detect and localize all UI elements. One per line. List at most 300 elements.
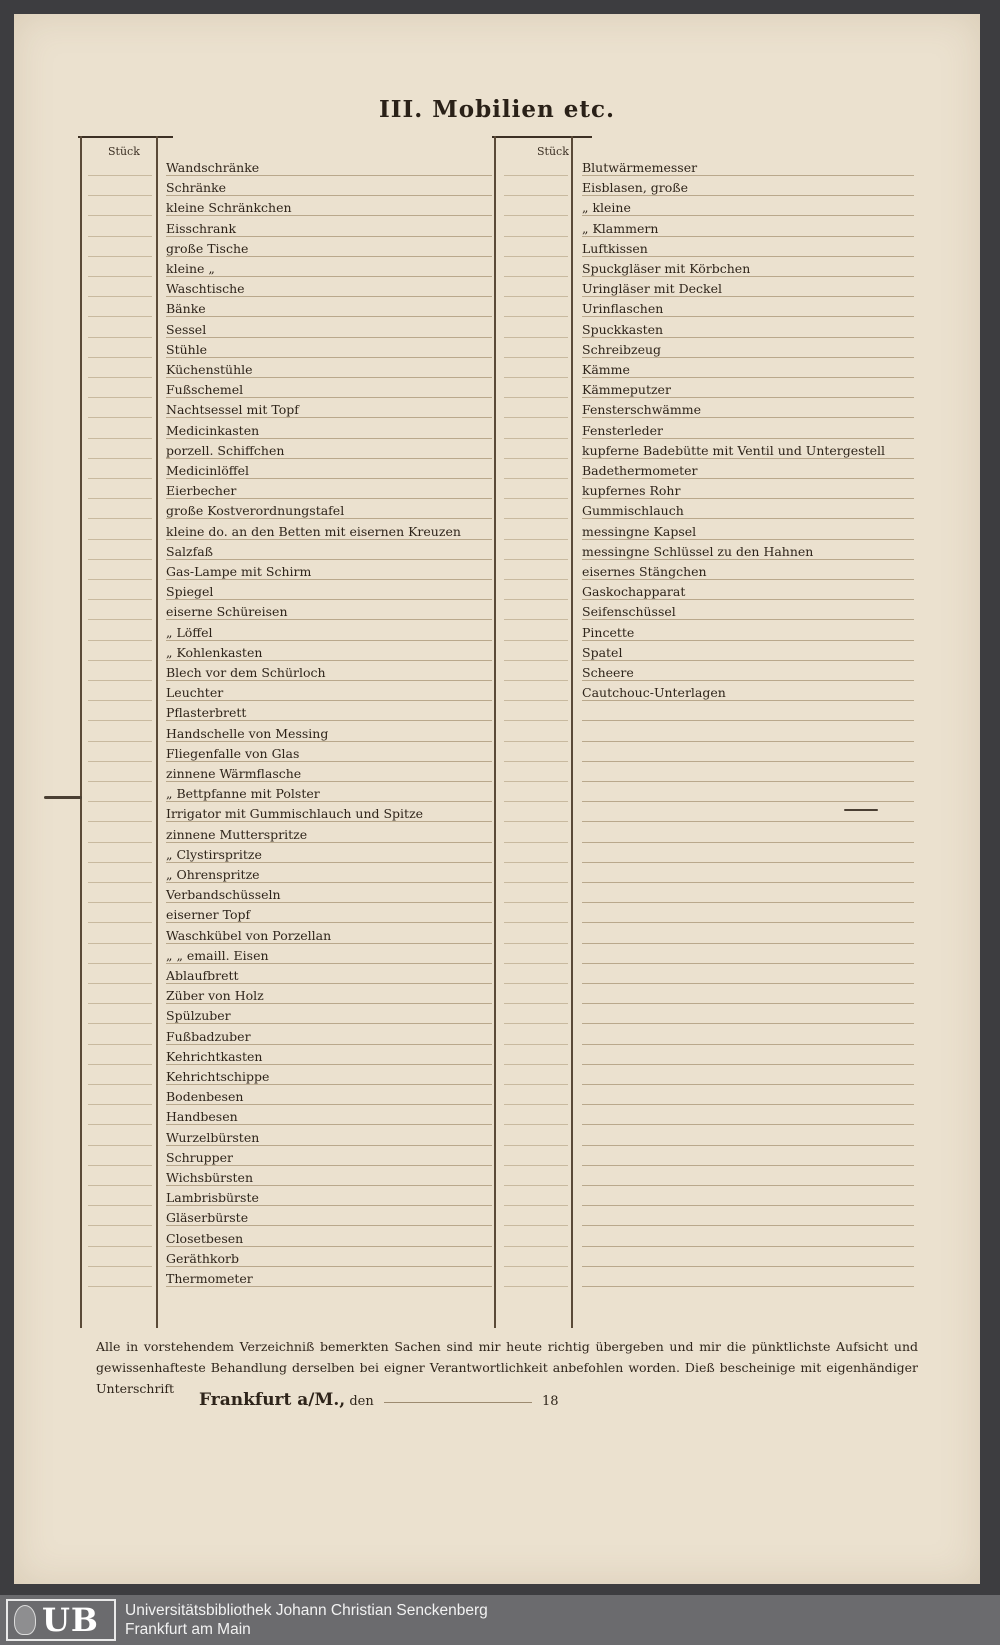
list-item <box>78 965 498 985</box>
quantity-blank <box>88 579 152 580</box>
empty-ruled-row <box>492 1147 920 1167</box>
dotted-leader <box>166 316 492 317</box>
list-item <box>78 581 498 601</box>
item-label: Wandschränke <box>166 160 260 175</box>
dotted-leader <box>166 741 492 742</box>
list-item <box>78 925 498 945</box>
item-label: Urinflaschen <box>582 301 664 317</box>
quantity-blank <box>88 761 152 762</box>
list-item <box>78 622 498 642</box>
list-item <box>78 1026 498 1046</box>
empty-ruled-row <box>492 1228 920 1248</box>
empty-ruled-row <box>492 965 920 985</box>
item-label: Scheere <box>582 665 634 680</box>
list-item <box>78 723 498 743</box>
item-label: Closetbesen <box>166 1230 244 1246</box>
quantity-blank <box>88 458 152 459</box>
list-item <box>78 319 498 339</box>
quantity-blank <box>504 236 568 237</box>
list-item <box>78 1228 498 1248</box>
item-label: „ Kohlenkasten <box>166 644 263 660</box>
dotted-leader <box>582 276 914 277</box>
dotted-leader <box>166 478 492 479</box>
empty-ruled-row <box>492 985 920 1005</box>
quantity-blank <box>88 1165 152 1166</box>
item-label: Gummischlauch <box>582 503 684 519</box>
dotted-leader <box>166 296 492 297</box>
empty-ruled-row <box>492 723 920 743</box>
dotted-leader <box>166 397 492 398</box>
quantity-blank <box>504 599 568 600</box>
dotted-leader <box>166 660 492 661</box>
item-label: Irrigator mit Gummischlauch und Spitze <box>166 806 424 822</box>
dotted-leader <box>166 357 492 358</box>
quantity-blank <box>88 316 152 317</box>
dotted-leader <box>582 619 914 620</box>
dotted-leader <box>582 518 914 519</box>
item-label: Gas-Lampe mit Schirm <box>166 564 312 579</box>
item-label: „ Clystirspritze <box>166 846 262 862</box>
quantity-blank <box>88 296 152 297</box>
list-item <box>78 480 498 500</box>
ruled-line <box>582 1225 914 1226</box>
fold-mark-left <box>44 796 82 799</box>
quantity-blank <box>504 377 568 378</box>
list-item <box>78 399 498 419</box>
list-item <box>78 1046 498 1066</box>
item-label: Lambrisbürste <box>166 1190 259 1206</box>
dotted-leader <box>582 539 914 540</box>
dotted-leader <box>166 377 492 378</box>
item-label: Fensterleder <box>582 422 664 438</box>
quantity-blank <box>88 438 152 439</box>
ruled-line <box>582 1124 914 1125</box>
quantity-blank <box>88 256 152 257</box>
document-page <box>14 14 980 1584</box>
quantity-blank <box>504 1185 568 1186</box>
item-label: große Kostverordnungstafel <box>166 503 345 519</box>
item-label: Geräthkorb <box>166 1250 239 1266</box>
list-item <box>78 864 498 884</box>
dotted-leader <box>166 438 492 439</box>
dotted-leader <box>166 417 492 418</box>
quantity-blank <box>88 1145 152 1146</box>
empty-ruled-row <box>492 844 920 864</box>
ruled-line <box>582 882 914 883</box>
list-item <box>78 541 498 561</box>
item-label: Nachtsessel mit Topf <box>166 402 299 418</box>
dotted-leader <box>166 195 492 196</box>
dotted-leader <box>582 195 914 196</box>
quantity-blank <box>88 1205 152 1206</box>
quantity-blank <box>504 1165 568 1166</box>
quantity-blank <box>504 1023 568 1024</box>
quantity-blank <box>504 821 568 822</box>
list-item <box>78 238 498 258</box>
quantity-blank <box>504 922 568 923</box>
item-label: eisernes Stängchen <box>582 564 707 579</box>
quantity-blank <box>88 1124 152 1125</box>
quantity-blank <box>88 640 152 641</box>
list-item <box>78 743 498 763</box>
quantity-blank <box>88 276 152 277</box>
dotted-leader <box>166 1286 492 1287</box>
quantity-blank <box>88 1044 152 1045</box>
quantity-blank <box>88 862 152 863</box>
quantity-blank <box>504 539 568 540</box>
quantity-blank <box>88 397 152 398</box>
empty-ruled-row <box>492 824 920 844</box>
left-column-top-rule <box>78 136 173 138</box>
item-label: Spatel <box>582 644 623 660</box>
dotted-leader <box>166 1246 492 1247</box>
list-item <box>492 157 920 177</box>
dotted-leader <box>582 417 914 418</box>
ruled-line <box>582 902 914 903</box>
item-label: Badethermometer <box>582 463 698 478</box>
quantity-blank <box>504 195 568 196</box>
dotted-leader <box>166 1185 492 1186</box>
list-item <box>492 379 920 399</box>
dotted-leader <box>166 599 492 600</box>
item-label: Uringläser mit Deckel <box>582 281 723 297</box>
list-item <box>78 783 498 803</box>
dotted-leader <box>582 660 914 661</box>
quantity-blank <box>88 1064 152 1065</box>
quantity-blank <box>88 902 152 903</box>
quantity-blank <box>504 700 568 701</box>
quantity-blank <box>504 1064 568 1065</box>
item-label: kupfernes Rohr <box>582 483 681 499</box>
item-label: Kämme <box>582 362 630 377</box>
dotted-leader <box>166 1044 492 1045</box>
list-item <box>78 1005 498 1025</box>
dotted-leader <box>166 1145 492 1146</box>
list-item <box>492 500 920 520</box>
item-label: Thermometer <box>166 1271 253 1286</box>
list-item <box>78 339 498 359</box>
list-item <box>492 359 920 379</box>
item-label: Schränke <box>166 180 227 196</box>
library-city: Frankfurt am Main <box>125 1621 251 1638</box>
quantity-blank <box>504 438 568 439</box>
list-item <box>492 642 920 662</box>
dotted-leader <box>582 498 914 499</box>
list-item <box>78 420 498 440</box>
item-label: Medicinkasten <box>166 422 260 438</box>
list-item <box>78 824 498 844</box>
quantity-blank <box>88 337 152 338</box>
list-item <box>492 682 920 702</box>
certification-text: Alle in vorstehendem Verzeichniß bemerkten Sachen sind mir heute richtig übergeben und mir die pünktlichste Aufsicht und gewissenhafteste Behandlung derselben bei eigner Verantwortlichkeit anbefohlen worden. Dieß bescheinige mit eigenhändiger Unterschrift <box>96 1339 918 1396</box>
item-label: Kämmeputzer <box>582 382 671 398</box>
empty-ruled-row <box>492 1207 920 1227</box>
item-label: eiserner Topf <box>166 907 251 923</box>
item-label: „ Bettpfanne mit Polster <box>166 786 320 802</box>
item-label: eiserne Schüreisen <box>166 604 288 620</box>
empty-ruled-row <box>492 1187 920 1207</box>
list-item <box>78 379 498 399</box>
quantity-blank <box>504 1266 568 1267</box>
dotted-leader <box>166 559 492 560</box>
quantity-blank <box>88 720 152 721</box>
dotted-leader <box>166 700 492 701</box>
list-item <box>78 500 498 520</box>
empty-ruled-row <box>492 783 920 803</box>
empty-ruled-row <box>492 1066 920 1086</box>
right-stueck-header: Stück <box>537 145 569 158</box>
list-item <box>492 278 920 298</box>
item-label: große Tische <box>166 240 249 256</box>
list-item <box>78 702 498 722</box>
quantity-blank <box>504 1286 568 1287</box>
dotted-leader <box>166 1084 492 1085</box>
quantity-blank <box>88 700 152 701</box>
dotted-leader <box>166 1064 492 1065</box>
list-item <box>78 1187 498 1207</box>
dotted-leader <box>166 922 492 923</box>
item-label: Eierbecher <box>166 483 237 499</box>
item-label: Spülzuber <box>166 1008 231 1024</box>
list-item <box>78 1066 498 1086</box>
item-label: Gaskochapparat <box>582 584 686 600</box>
dotted-leader <box>166 781 492 782</box>
ruled-line <box>582 1084 914 1085</box>
empty-ruled-row <box>492 1086 920 1106</box>
dotted-leader <box>582 397 914 398</box>
empty-ruled-row <box>492 1026 920 1046</box>
item-label: Waschkübel von Porzellan <box>166 927 332 943</box>
ruled-line <box>582 1286 914 1287</box>
portrait-icon <box>14 1605 36 1635</box>
quantity-blank <box>88 1246 152 1247</box>
quantity-blank <box>504 417 568 418</box>
item-label: zinnene Mutterspritze <box>166 826 308 842</box>
ruled-line <box>582 922 914 923</box>
item-label: Kehrichtkasten <box>166 1048 263 1064</box>
empty-ruled-row <box>492 884 920 904</box>
item-label: kleine „ <box>166 261 215 276</box>
dotted-leader <box>166 276 492 277</box>
list-item <box>78 945 498 965</box>
item-label: Schrupper <box>166 1149 234 1165</box>
list-item <box>78 1086 498 1106</box>
list-item <box>78 278 498 298</box>
quantity-blank <box>88 660 152 661</box>
list-item <box>492 399 920 419</box>
item-label: Bänke <box>166 301 206 317</box>
item-label: Bodenbesen <box>166 1089 244 1105</box>
item-label: Handbesen <box>166 1109 238 1125</box>
year-prefix: 18 <box>541 1394 559 1409</box>
quantity-blank <box>88 943 152 944</box>
item-label: Fliegenfalle von Glas <box>166 745 300 761</box>
dotted-leader <box>166 821 492 822</box>
dotted-leader <box>166 518 492 519</box>
dotted-leader <box>582 478 914 479</box>
dotted-leader <box>582 175 914 176</box>
left-stueck-header: Stück <box>108 145 140 158</box>
quantity-blank <box>504 720 568 721</box>
item-label: Spiegel <box>166 584 214 600</box>
empty-ruled-row <box>492 1046 920 1066</box>
ruled-line <box>582 943 914 944</box>
quantity-blank <box>88 1084 152 1085</box>
dotted-leader <box>582 215 914 216</box>
quantity-blank <box>88 518 152 519</box>
quantity-blank <box>88 1286 152 1287</box>
quantity-blank <box>504 357 568 358</box>
item-label: Verbandschüsseln <box>166 887 281 903</box>
quantity-blank <box>88 1225 152 1226</box>
den-label: den <box>349 1394 374 1409</box>
ruled-line <box>582 1003 914 1004</box>
ub-logo <box>6 1599 116 1641</box>
dotted-leader <box>166 337 492 338</box>
quantity-blank <box>504 963 568 964</box>
ruled-line <box>582 1044 914 1045</box>
quantity-blank <box>504 842 568 843</box>
ruled-line <box>582 1266 914 1267</box>
item-label: messingne Schlüssel zu den Hahnen <box>582 543 814 559</box>
quantity-blank <box>88 215 152 216</box>
empty-ruled-row <box>492 1167 920 1187</box>
item-label: Fensterschwämme <box>582 402 701 418</box>
quantity-blank <box>504 296 568 297</box>
quantity-blank <box>88 1023 152 1024</box>
dotted-leader <box>166 619 492 620</box>
list-item <box>78 218 498 238</box>
list-item <box>78 803 498 823</box>
dotted-leader <box>166 761 492 762</box>
empty-ruled-row <box>492 702 920 722</box>
quantity-blank <box>504 1003 568 1004</box>
ruled-line <box>582 781 914 782</box>
list-item <box>492 440 920 460</box>
quantity-blank <box>504 943 568 944</box>
quantity-blank <box>504 215 568 216</box>
page-title: III. Mobilien etc. <box>378 96 616 123</box>
empty-ruled-row <box>492 1005 920 1025</box>
fold-mark-right <box>844 809 878 811</box>
quantity-blank <box>504 478 568 479</box>
empty-ruled-row <box>492 864 920 884</box>
dotted-leader <box>582 377 914 378</box>
quantity-blank <box>88 236 152 237</box>
dotted-leader <box>582 680 914 681</box>
item-label: Waschtische <box>166 281 245 297</box>
list-item <box>492 561 920 581</box>
dotted-leader <box>166 498 492 499</box>
item-label: Seifenschüssel <box>582 604 676 620</box>
quantity-blank <box>504 660 568 661</box>
ruled-line <box>582 842 914 843</box>
ruled-line <box>582 821 914 822</box>
item-label: Wurzelbürsten <box>166 1129 260 1145</box>
dotted-leader <box>582 256 914 257</box>
quantity-blank <box>504 1225 568 1226</box>
list-item <box>78 642 498 662</box>
quantity-blank <box>504 781 568 782</box>
list-item <box>492 238 920 258</box>
list-item <box>492 480 920 500</box>
quantity-blank <box>504 862 568 863</box>
quantity-blank <box>504 175 568 176</box>
dotted-leader <box>582 700 914 701</box>
list-item <box>492 460 920 480</box>
empty-ruled-row <box>492 925 920 945</box>
quantity-blank <box>88 1003 152 1004</box>
item-label: Cautchouc-Unterlagen <box>582 685 726 701</box>
quantity-blank <box>88 680 152 681</box>
dotted-leader <box>166 801 492 802</box>
quantity-blank <box>88 498 152 499</box>
dotted-leader <box>166 579 492 580</box>
dotted-leader <box>582 640 914 641</box>
ruled-line <box>582 761 914 762</box>
quantity-blank <box>504 458 568 459</box>
item-label: Kehrichtschippe <box>166 1069 270 1084</box>
item-label: messingne Kapsel <box>582 523 697 539</box>
library-name: Universitätsbibliothek Johann Christian Senckenberg <box>125 1602 488 1619</box>
dotted-leader <box>582 458 914 459</box>
empty-ruled-row <box>492 904 920 924</box>
item-label: Sessel <box>166 321 207 337</box>
item-label: Ablaufbrett <box>166 968 239 983</box>
quantity-blank <box>88 821 152 822</box>
list-item <box>78 521 498 541</box>
quantity-blank <box>88 882 152 883</box>
dotted-leader <box>166 1205 492 1206</box>
dotted-leader <box>166 1225 492 1226</box>
quantity-blank <box>88 781 152 782</box>
quantity-blank <box>504 983 568 984</box>
quantity-blank <box>504 801 568 802</box>
list-item <box>78 1147 498 1167</box>
quantity-blank <box>504 316 568 317</box>
ruled-line <box>582 862 914 863</box>
empty-ruled-row <box>492 1268 920 1288</box>
quantity-blank <box>504 1044 568 1045</box>
list-item <box>78 601 498 621</box>
item-label: Blutwärmemesser <box>582 160 698 175</box>
item-label: „ Ohrenspritze <box>166 867 260 882</box>
item-label: Leuchter <box>166 685 224 701</box>
dotted-leader <box>582 296 914 297</box>
item-label: Spuckkasten <box>582 321 664 337</box>
ruled-line <box>582 1023 914 1024</box>
dotted-leader <box>166 943 492 944</box>
quantity-blank <box>88 842 152 843</box>
dotted-leader <box>166 862 492 863</box>
ruled-line <box>582 1205 914 1206</box>
list-item <box>78 884 498 904</box>
item-label: Luftkissen <box>582 240 648 256</box>
dotted-leader <box>166 215 492 216</box>
empty-ruled-row <box>492 945 920 965</box>
list-item <box>78 904 498 924</box>
list-item <box>78 662 498 682</box>
quantity-blank <box>504 882 568 883</box>
quantity-blank <box>504 518 568 519</box>
list-item <box>78 460 498 480</box>
dotted-leader <box>166 680 492 681</box>
quantity-blank <box>504 902 568 903</box>
dotted-leader <box>582 236 914 237</box>
ruled-line <box>582 741 914 742</box>
item-label: Schreibzeug <box>582 341 662 357</box>
dotted-leader <box>166 640 492 641</box>
